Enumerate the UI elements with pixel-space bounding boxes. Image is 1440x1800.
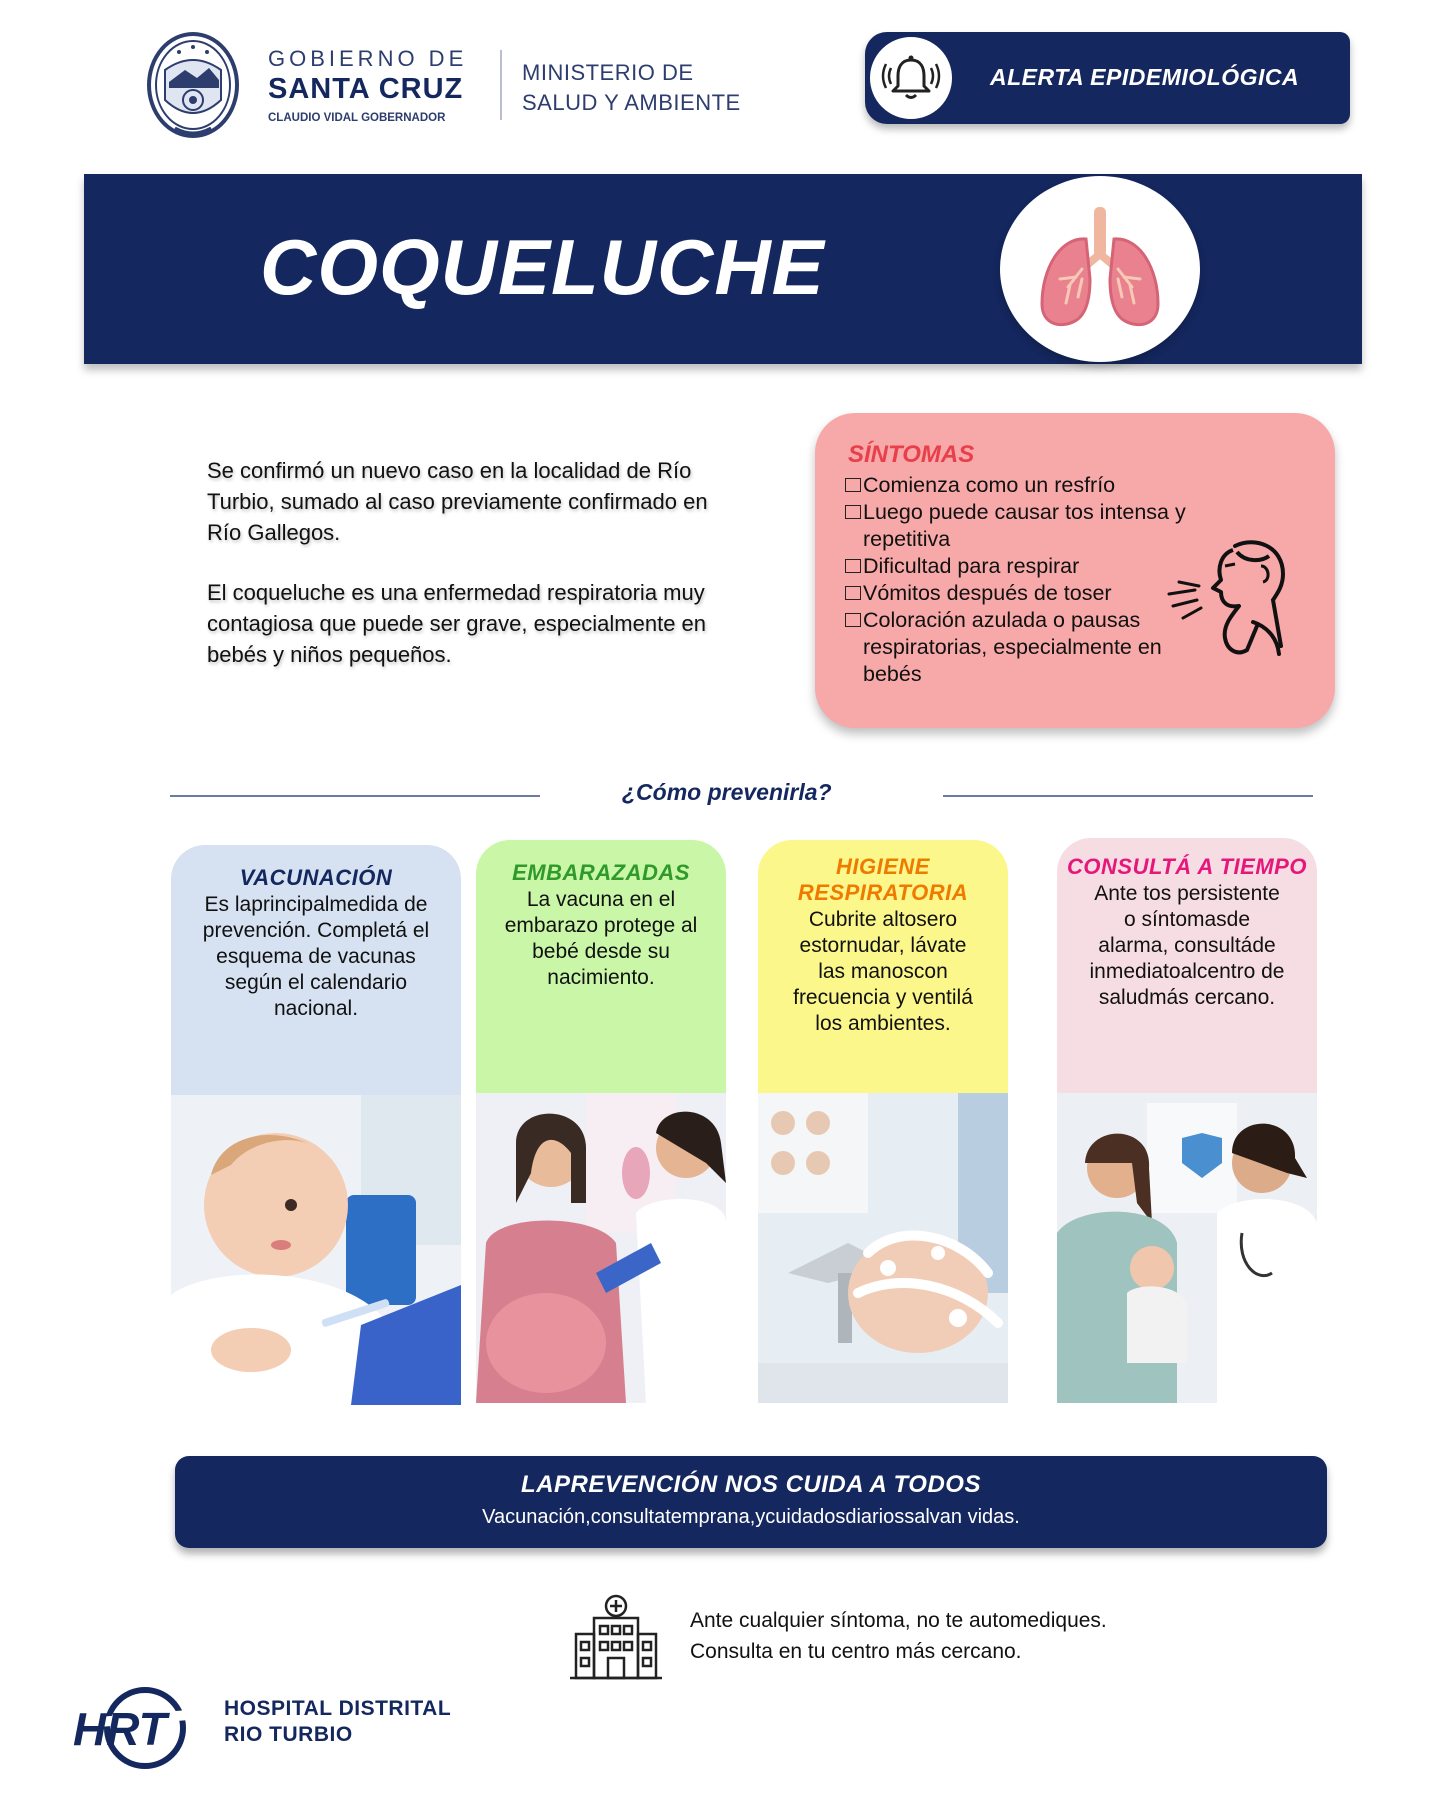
coughing-person-icon (1165, 526, 1315, 676)
advice-text (690, 1605, 1107, 1667)
page-title: COQUELUCHE (260, 223, 825, 311)
handwashing-photo (758, 1093, 1008, 1403)
card-title: HIGIENE RESPIRATORIA (797, 854, 969, 905)
card-title: EMBARAZADAS (512, 860, 690, 885)
symptom-item: Dificultad para respirar (845, 553, 1205, 580)
santa-cruz-seal-icon (145, 30, 241, 140)
baby-vaccination-illustration (171, 1095, 461, 1405)
symptom-item: Luego puede causar tos intensa y repetitiva (845, 499, 1205, 553)
intro-paragraph-2: El coqueluche es una enfermedad respiratoria muy contagiosa que puede ser grave, especialmente en bebés y niños pequeños. (207, 580, 707, 667)
handwashing-illustration (758, 1093, 1008, 1403)
doctor-consult-illustration (1057, 1093, 1317, 1403)
motto-subtitle: Vacunación,consultatemprana,ycuidadosdiariossalvan vidas. (482, 1506, 1020, 1528)
government-wordmark (268, 46, 467, 124)
hospital-name-line-2: RIO TURBIO (224, 1723, 353, 1746)
baby-vaccination-photo (171, 1095, 461, 1405)
pregnant-vaccination-photo (476, 1093, 726, 1403)
doctor-consult-photo (1057, 1093, 1317, 1403)
card-body: Ante tos persistente o síntomasde alarma, consultáde inmediatoalcentro de saludmás cercano. (1089, 882, 1285, 1009)
checkbox-icon (845, 613, 861, 627)
symptom-item: Coloración azulada o pausas respiratorias, especialmente en bebés (845, 607, 1205, 688)
pregnant-vaccination-illustration (476, 1093, 726, 1403)
prevention-card-vaccination (171, 845, 461, 1405)
governor-name: CLAUDIO VIDAL GOBERNADOR (268, 112, 446, 124)
ministry-line1: MINISTERIO DE (522, 60, 694, 85)
hospital-name-line-1: HOSPITAL DISTRITAL (224, 1697, 452, 1720)
checkbox-icon (845, 586, 861, 600)
section-divider-left (170, 795, 540, 797)
alert-bell-container (865, 32, 957, 124)
motto-banner (175, 1456, 1327, 1548)
ministry-name (522, 58, 741, 118)
prevention-card-hygiene (758, 840, 1008, 1403)
card-title: CONSULTÁ A TIEMPO (1067, 854, 1307, 879)
symptom-item: Vómitos después de toser (845, 580, 1205, 607)
hospital-logo-icon (65, 1683, 225, 1773)
intro-paragraph-1: Se confirmó un nuevo caso en la localidad de Río Turbio, sumado al caso previamente confirmado en Río Gallegos. (207, 458, 708, 545)
symptoms-list (845, 472, 1205, 688)
ministry-line2: SALUD Y AMBIENTE (522, 90, 741, 115)
checkbox-icon (845, 505, 861, 519)
motto-title: LAPREVENCIÓN NOS CUIDA A TODOS (521, 1471, 981, 1498)
card-body: La vacuna en el embarazo protege al bebé desde su nacimiento. (504, 888, 698, 989)
prevention-card-consult (1057, 838, 1317, 1403)
prevention-card-pregnant (476, 840, 726, 1403)
card-body: Cubrite altosero estornudar, lávate las manoscon frecuencia y ventilá los ambientes. (793, 908, 973, 1035)
checkbox-icon (845, 559, 861, 573)
government-line2: SANTA CRUZ (268, 73, 464, 105)
symptom-item: Comienza como un resfrío (845, 472, 1205, 499)
symptoms-title: SÍNTOMAS (848, 441, 975, 468)
intro-text (207, 455, 717, 670)
header-divider (500, 50, 502, 120)
hospital-logo-text: HRT (73, 1703, 167, 1755)
section-divider-right (943, 795, 1313, 797)
card-body: Es laprincipalmedida de prevención. Completá el esquema de vacunas según el calendario nacional. (202, 893, 430, 1020)
hospital-name (224, 1696, 451, 1748)
checkbox-icon (845, 478, 861, 492)
prevention-title: ¿Cómo prevenirla? (622, 779, 832, 805)
lungs-icon (1020, 199, 1180, 339)
card-title: VACUNACIÓN (239, 865, 393, 890)
hospital-building-icon (568, 1590, 664, 1686)
government-line1: GOBIERNO DE (268, 46, 468, 71)
lungs-badge (1000, 176, 1200, 362)
advice-line-1: Ante cualquier síntoma, no te automediques. (690, 1609, 1107, 1632)
bell-icon (881, 48, 941, 108)
advice-line-2: Consulta en tu centro más cercano. (690, 1640, 1022, 1663)
alert-label: ALERTA EPIDEMIOLÓGICA (990, 64, 1300, 90)
